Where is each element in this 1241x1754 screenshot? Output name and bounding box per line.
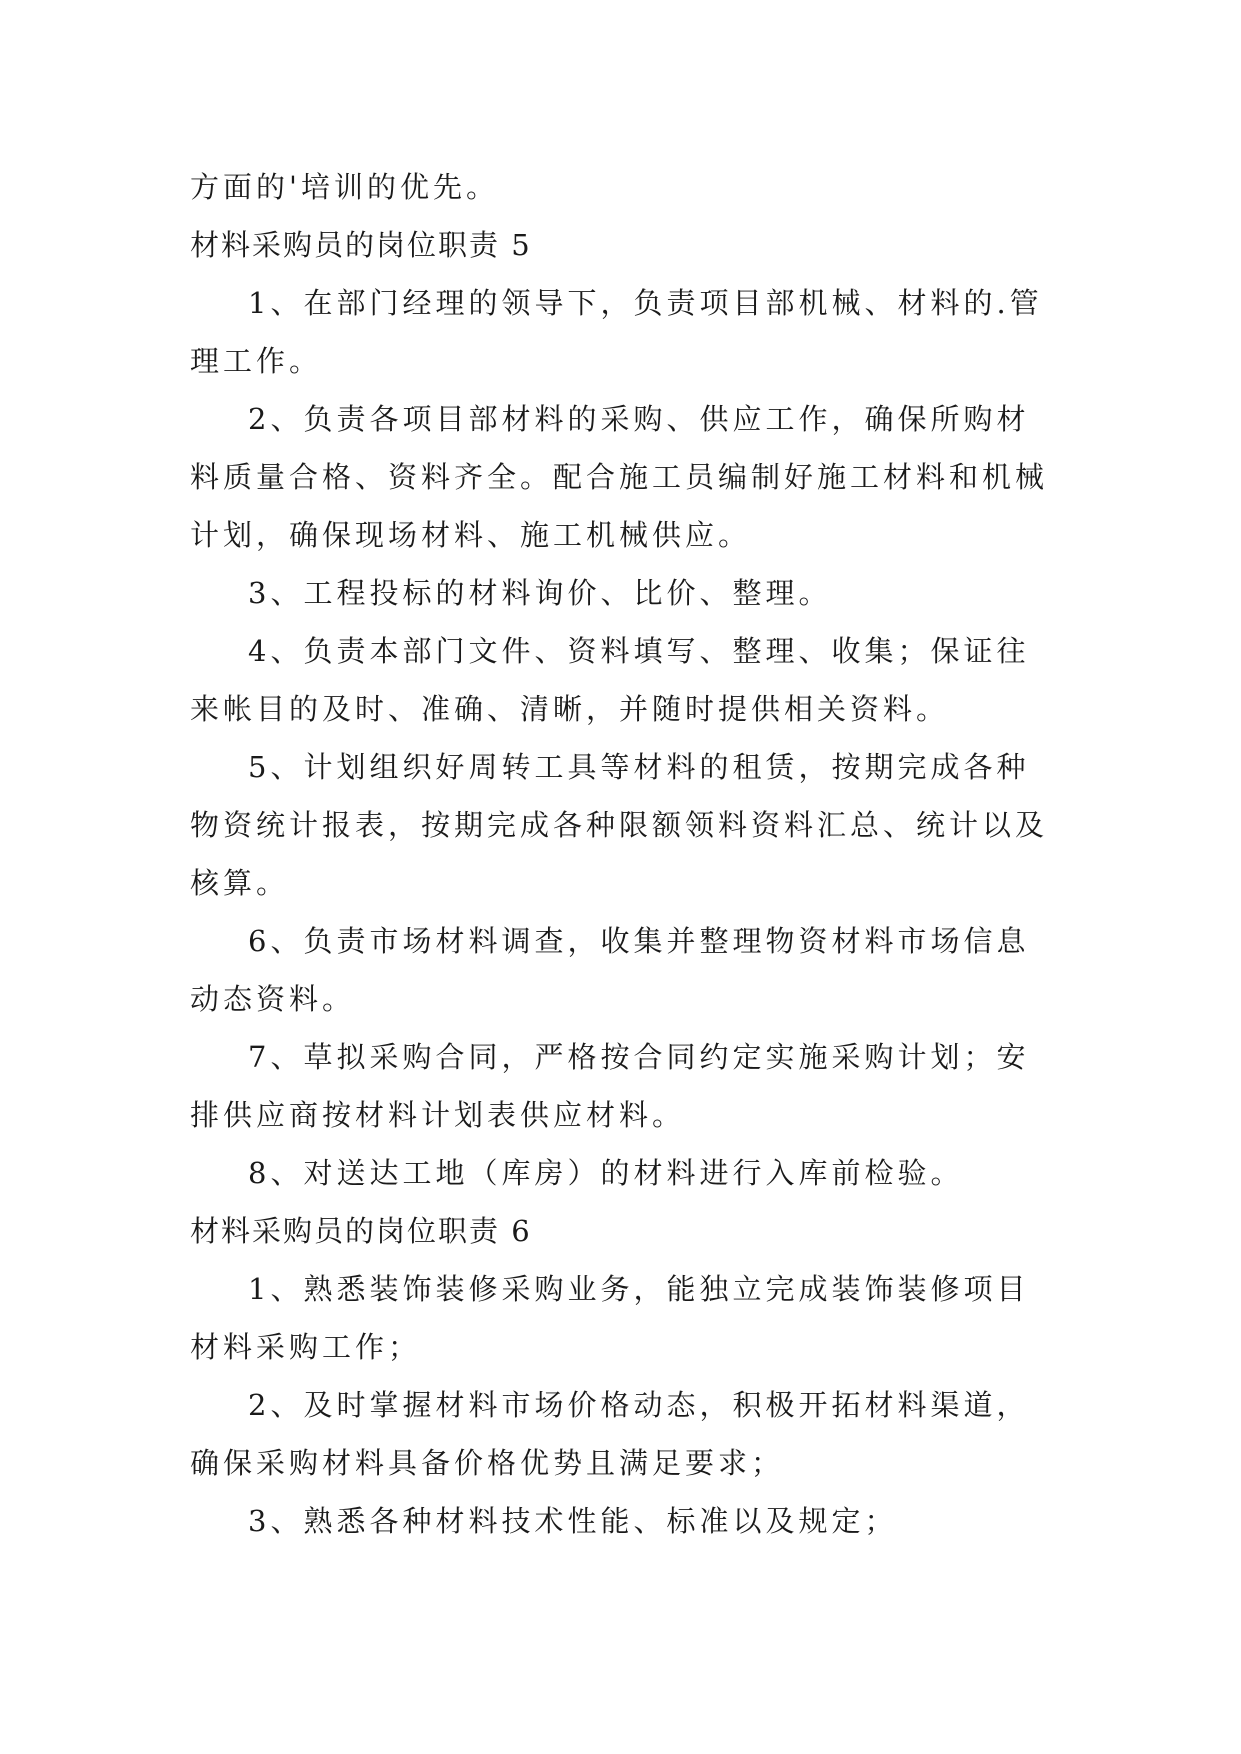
paragraph-continuation: 方面的'培训的优先。 — [190, 170, 499, 204]
section-heading-5: 材料采购员的岗位职责 5 — [190, 228, 532, 262]
duty-line: 2、负责各项目部材料的采购、供应工作，确保所购材 — [248, 402, 1030, 436]
duty-item-5-2 — [190, 390, 1050, 564]
duty-item-5-6 — [190, 912, 1050, 1028]
duty-line: 5、计划组织好周转工具等材料的租赁，按期完成各种 — [248, 750, 1030, 784]
duty-line: 动态资料。 — [190, 982, 356, 1016]
duty-line: 8、对送达工地（库房）的材料进行入库前检验。 — [248, 1156, 964, 1190]
duty-item-6-1 — [190, 1260, 1050, 1376]
duty-line: 7、草拟采购合同，严格按合同约定实施采购计划；安 — [248, 1040, 1030, 1074]
duty-line: 计划，确保现场材料、施工机械供应。 — [190, 518, 752, 552]
duty-line: 物资统计报表，按期完成各种限额领料资料汇总、统计以及 — [190, 808, 1049, 842]
duty-line: 排供应商按材料计划表供应材料。 — [190, 1098, 686, 1132]
duty-item-5-1 — [190, 274, 1050, 390]
duty-line: 理工作。 — [190, 344, 323, 378]
duty-line: 材料采购工作； — [190, 1330, 422, 1364]
duty-item-5-7 — [190, 1028, 1050, 1144]
duty-line: 1、熟悉装饰装修采购业务，能独立完成装饰装修项目 — [248, 1272, 1030, 1306]
duty-line: 来帐目的及时、准确、清晰，并随时提供相关资料。 — [190, 692, 950, 726]
duty-line: 6、负责市场材料调查，收集并整理物资材料市场信息 — [248, 924, 1030, 958]
duty-line: 3、工程投标的材料询价、比价、整理。 — [248, 576, 832, 610]
duty-item-5-8 — [190, 1144, 1050, 1202]
document-body — [190, 158, 1050, 1550]
duty-line: 1、在部门经理的领导下，负责项目部机械、材料的.管 — [248, 286, 1043, 320]
duty-item-6-3 — [190, 1492, 1050, 1550]
duty-item-5-5 — [190, 738, 1050, 912]
duty-line: 4、负责本部门文件、资料填写、整理、收集；保证往 — [248, 634, 1030, 668]
section-heading-6: 材料采购员的岗位职责 6 — [190, 1214, 532, 1248]
duty-line: 料质量合格、资料齐全。配合施工员编制好施工材料和机械 — [190, 460, 1049, 494]
duty-item-6-2 — [190, 1376, 1050, 1492]
duty-line: 核算。 — [190, 866, 290, 900]
duty-line: 2、及时掌握材料市场价格动态，积极开拓材料渠道， — [248, 1388, 1030, 1422]
duty-item-5-4 — [190, 622, 1050, 738]
duty-line: 确保采购材料具备价格优势且满足要求； — [190, 1446, 785, 1480]
duty-line: 3、熟悉各种材料技术性能、标准以及规定； — [248, 1504, 898, 1538]
duty-item-5-3 — [190, 564, 1050, 622]
